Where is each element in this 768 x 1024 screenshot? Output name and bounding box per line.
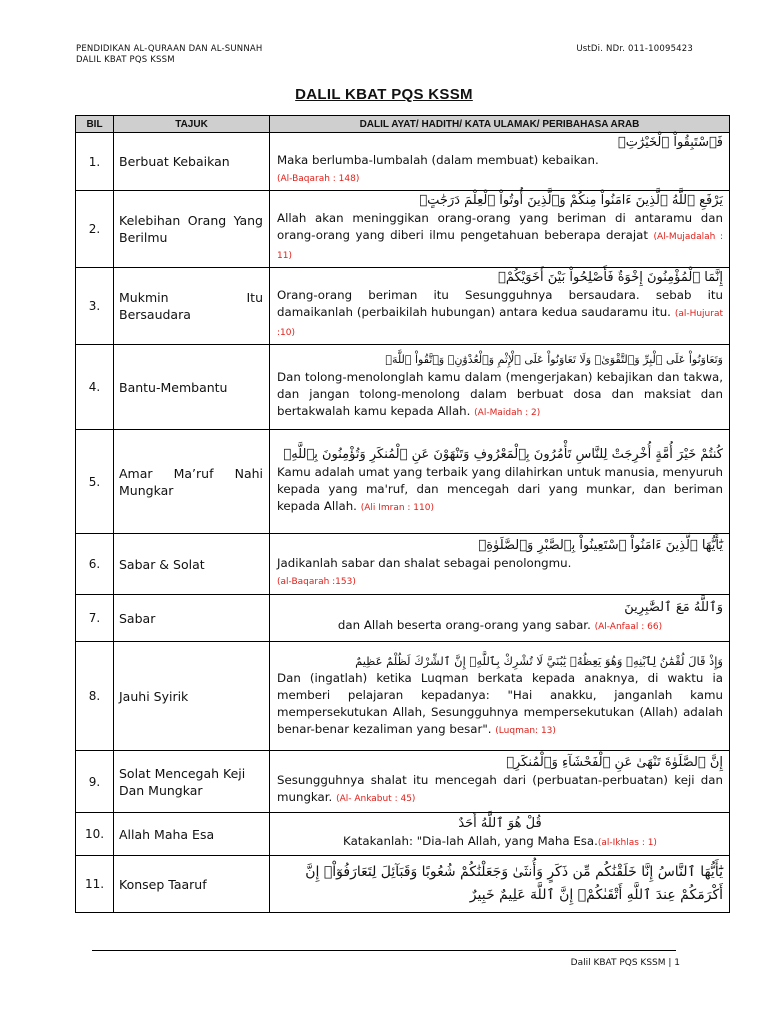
row-topic: Konsep Taaruf — [114, 856, 270, 913]
row-topic: Amar Ma’ruf Nahi Mungkar — [114, 430, 270, 534]
table-row — [76, 345, 730, 430]
row-dalil — [270, 595, 730, 642]
row-dalil — [270, 430, 730, 534]
verse-meaning: Orang-orang beriman itu Sesungguhnya bersaudara. sebab itu damaikanlah (perbaikilah hubungan) antara kedua saudaramu itu. (al-Hujurat :10) — [277, 288, 724, 338]
row-number: 8. — [76, 642, 114, 751]
verse-reference: (al-Ikhlas : 1) — [597, 838, 657, 848]
row-number: 9. — [76, 751, 114, 813]
verse-meaning: Maka berlumba-lumbalah (dalam membuat) kebaikan. (Al-Baqarah : 148) — [277, 153, 599, 184]
column-header-bil: BIL — [76, 116, 114, 133]
column-header-dalil: DALIL AYAT/ HADITH/ KATA ULAMAK/ PERIBAHASA ARAB — [270, 116, 730, 133]
verse-meaning: Jadikanlah sabar dan shalat sebagai penolongmu. (al-Baqarah :153) — [277, 555, 572, 587]
table-row — [76, 813, 730, 856]
verse-meaning: Katakanlah: "Dia-lah Allah, yang Maha Esa.(al-Ikhlas : 1) — [343, 834, 657, 848]
arabic-verse: وَتَعَاوَنُواْ عَلَى ٱلْبِرِّ وَٱلتَّقْوَىٰۖ وَلَا تَعَاوَنُواْ عَلَى ٱلْإِثْمِ وَٱلْعُدْوَٰنِۚ وَٱتَّقُواْ ٱللَّهَۖ — [385, 353, 723, 366]
row-topic: Jauhi Syirik — [114, 642, 270, 751]
verse-reference: (Al-Maidah : 2) — [474, 408, 541, 418]
verse-reference: (Al- Ankabut : 45) — [336, 794, 416, 804]
header-course-title: PENDIDIKAN AL-QURAAN DAN AL-SUNNAH — [76, 44, 263, 54]
arabic-verse: إِنَّ ٱلصَّلَوٰةَ تَنْهَىٰ عَنِ ٱلْفَحْشَآءِ وَٱلْمُنكَرِۗ — [506, 755, 723, 770]
table-header-row — [76, 116, 730, 133]
row-dalil — [270, 534, 730, 595]
table-row — [76, 133, 730, 191]
arabic-verse: وَٱللَّهُ مَعَ ٱلصَّٰبِرِينَ — [624, 600, 723, 615]
row-dalil — [270, 191, 730, 268]
row-dalil — [270, 345, 730, 430]
arabic-verse: وَإِذْ قَالَ لُقْمَٰنُ لِٱبْنِهِۦ وَهُوَ يَعِظُهُۥ يَٰبُنَيَّ لَا تُشْرِكْ بِٱللَّهِۖ إِنَّ ٱلشِّرْكَ لَظُلْمٌ عَظِيمٌ — [355, 653, 723, 668]
row-topic: Sabar — [114, 595, 270, 642]
page-title: DALIL KBAT PQS KSSM — [295, 86, 473, 103]
row-dalil — [270, 642, 730, 751]
row-dalil — [270, 813, 730, 856]
row-topic: Berbuat Kebaikan — [114, 133, 270, 191]
arabic-verse: فَٱسْتَبِقُواْ ٱلْخَيْرَٰتِۚ — [617, 135, 723, 150]
row-topic: Sabar & Solat — [114, 534, 270, 595]
row-number: 4. — [76, 345, 114, 430]
table-row — [76, 430, 730, 534]
verse-meaning: dan Allah beserta orang-orang yang sabar. (Al-Anfaal : 66) — [337, 618, 663, 632]
row-number: 3. — [76, 268, 114, 345]
row-topic: Allah Maha Esa — [114, 813, 270, 856]
document-header-left — [76, 44, 263, 66]
row-number: 6. — [76, 534, 114, 595]
verse-reference: (Ali Imran : 110) — [360, 502, 435, 513]
row-number: 5. — [76, 430, 114, 534]
row-dalil — [270, 856, 730, 913]
arabic-verse: يَٰٓأَيُّهَا ٱلَّذِينَ ءَامَنُواْ ٱسْتَعِينُواْ بِٱلصَّبْرِ وَٱلصَّلَوٰةِۚ — [478, 537, 723, 553]
header-author-contact: UstDi. NDr. 011-10095423 — [576, 44, 693, 54]
row-dalil — [270, 751, 730, 813]
row-topic: Kelebihan Orang Yang Berilmu — [114, 191, 270, 268]
verse-reference: (Luqman: 13) — [495, 725, 556, 736]
table-row — [76, 191, 730, 268]
verse-reference: (al-Hujurat :10) — [277, 309, 724, 338]
column-header-tajuk: TAJUK — [114, 116, 270, 133]
table-row — [76, 595, 730, 642]
table-row — [76, 856, 730, 913]
footer-divider — [92, 950, 676, 951]
row-number: 1. — [76, 133, 114, 191]
header-doc-subtitle: DALIL KBAT PQS KSSM — [76, 55, 175, 65]
arabic-verse: يَرْفَعِ ٱللَّهُ ٱلَّذِينَ ءَامَنُواْ مِنكُمْ وَٱلَّذِينَ أُوتُواْ ٱلْعِلْمَ دَرَجَٰتٍۚ — [419, 193, 723, 208]
row-dalil — [270, 133, 730, 191]
row-topic: Mukmin Itu Bersaudara — [114, 268, 270, 345]
row-topic: Bantu-Membantu — [114, 345, 270, 430]
table-row — [76, 534, 730, 595]
row-number: 2. — [76, 191, 114, 268]
arabic-verse: قُلْ هُوَ ٱللَّهُ أَحَدٌ — [458, 816, 542, 831]
verse-meaning: Allah akan meninggikan orang-orang yang beriman di antaramu dan orang-orang yang diberi ilmu pengetahuan beberapa derajat (Al-Mujadalah : 11) — [277, 211, 723, 261]
verse-meaning: Sesungguhnya shalat itu mencegah dari (perbuatan-perbuatan) keji dan mungkar. (Al- Ankabut : 45) — [277, 773, 723, 804]
arabic-verse: إِنَّمَا ٱلْمُؤْمِنُونَ إِخْوَةٌ فَأَصْلِحُواْ بَيْنَ أَخَوَيْكُمْۚ — [498, 270, 723, 285]
verse-meaning: Dan (ingatlah) ketika Luqman berkata kepada anaknya, di waktu ia memberi pelajaran kepadanya: "Hai anakku, janganlah kamu mempersekutukan Allah, Sesungguhnya mempersekutukan (Allah) adalah benar-benar kezaliman yang besar". (Luqman: 13) — [277, 670, 723, 736]
dalil-table — [75, 115, 730, 913]
arabic-verse: كُنتُمْ خَيْرَ أُمَّةٍ أُخْرِجَتْ لِلنَّاسِ تَأْمُرُونَ بِٱلْمَعْرُوفِ وَتَنْهَوْنَ عَنِ ٱلْمُنكَرِ وَتُؤْمِنُونَ بِٱللَّهِۗ — [283, 446, 723, 462]
row-number: 11. — [76, 856, 114, 913]
verse-reference: (Al-Mujadalah : 11) — [277, 232, 723, 261]
verse-reference: (Al-Anfaal : 66) — [594, 622, 663, 632]
table-row — [76, 751, 730, 813]
table-row — [76, 642, 730, 751]
verse-meaning: Kamu adalah umat yang terbaik yang dilahirkan untuk manusia, menyuruh kepada yang ma'ruf, dan mencegah dari yang munkar, dan beriman kepada Allah. (Ali Imran : 110) — [277, 464, 723, 513]
row-dalil — [270, 268, 730, 345]
row-topic: Solat Mencegah Keji Dan Mungkar — [114, 751, 270, 813]
verse-reference: (Al-Baqarah : 148) — [277, 174, 360, 184]
verse-reference: (al-Baqarah :153) — [277, 576, 356, 587]
page-footer: Dalil KBAT PQS KSSM | 1 — [570, 958, 680, 968]
row-number: 7. — [76, 595, 114, 642]
table-row — [76, 268, 730, 345]
verse-meaning: Dan tolong-menolonglah kamu dalam (mengerjakan) kebajikan dan takwa, dan jangan tolong-menolong dalam berbuat dosa dan maksiat dan bertakwalah kamu kepada Allah. (Al-Maidah : 2) — [277, 370, 723, 418]
arabic-verse: يَٰٓأَيُّهَا ٱلنَّاسُ إِنَّا خَلَقْنَٰكُم مِّن ذَكَرٍ وَأُنثَىٰ وَجَعَلْنَٰكُمْ شُعُوبًا وَقَبَآئِلَ لِتَعَارَفُوٓاْۚ إِنَّ أَكْرَمَكُمْ عِندَ ٱللَّهِ أَتْقَىٰكُمْۚ إِنَّ ٱللَّهَ عَلِيمٌ خَبِيرٌ — [305, 863, 723, 903]
row-number: 10. — [76, 813, 114, 856]
